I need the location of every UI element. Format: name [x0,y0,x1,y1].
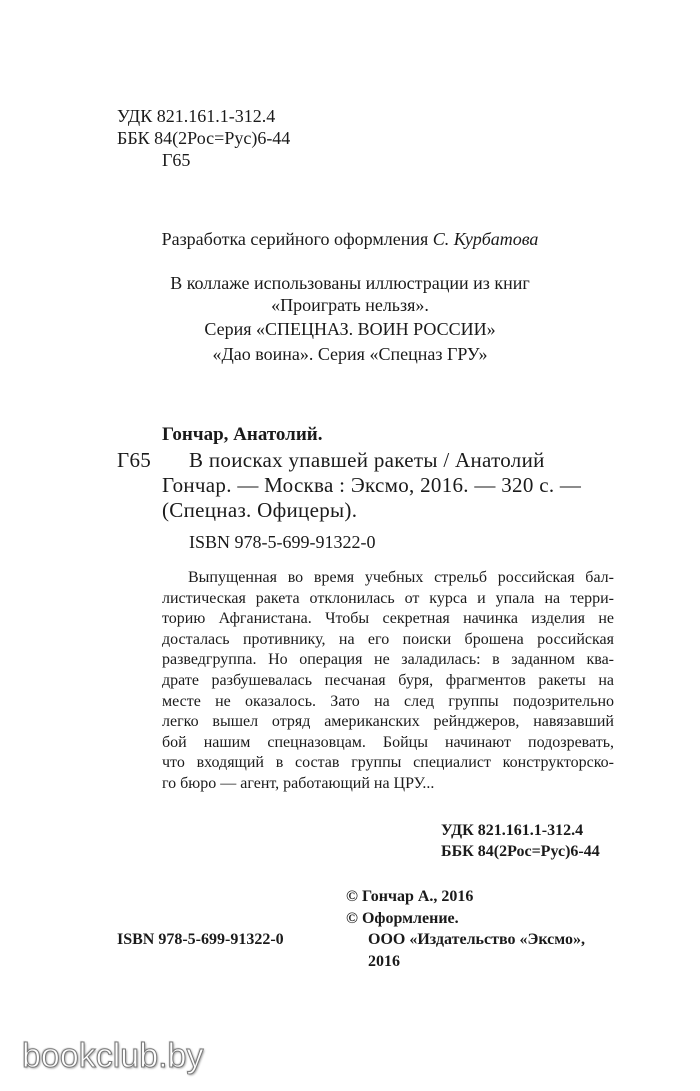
annotation [162,568,614,795]
bookclub-watermark: bookclub.by [22,1037,204,1075]
collage-note-line-4: «Дао воина». Серия «Спецназ ГРУ» [212,344,488,364]
design-credit-prefix: Разработка серийного оформления [161,229,429,249]
annotation-line: разведгруппа. Но операция не заладилась: в заданном ква- [162,651,614,669]
design-credit-name: С. Курбатова [432,229,539,249]
annotation-line: месте не оказалось. Зато на след группы подозрительно [162,692,614,710]
annotation-line: го бюро — агент, работающий на ЦРУ... [162,774,435,792]
annotation-line: легко вышел отряд американских рейнджеров, навязавший [162,713,614,731]
bibliography-isbn: ISBN 978-5-699-91322-0 [189,532,376,552]
udk-header: УДК 821.161.1-312.4 [117,106,276,126]
collage-note-line-2: «Проиграть нельзя». [271,295,429,315]
annotation-line: досталась противнику, на его поиски брошена российская [162,630,614,648]
bbk-classification: ББК 84(2Рос=Рус)6-44 [441,843,600,860]
copyright-design: © Оформление. [346,910,459,927]
copyright-author: © Гончар А., 2016 [346,888,474,905]
annotation-line: торию Афганистана. Чтобы секретная начинка изделия не [162,610,614,628]
annotation-line: бой нашим спецназовцам. Бойцы начинают подозревать, [162,733,614,751]
annotation-line: листическая ракета отклонилась от курса и упала на терри- [162,589,614,607]
author-code-header: Г65 [162,150,191,170]
annotation-line: драте разбушевалась песчаная буря, фрагментов ракеты на [162,671,614,689]
bibliography-line-3: (Спецназ. Офицеры). [162,498,358,522]
bbk-header: ББК 84(2Рос=Рус)6-44 [117,128,291,148]
copyright-year: 2016 [368,953,400,970]
bibliography-code: Г65 [117,448,152,472]
annotation-line: Выпущенная во время учебных стрельб российская бал- [188,569,614,586]
bibliography-line-1: В поисках упавшей ракеты / Анатолий [189,448,545,472]
copyright-publisher: ООО «Издательство «Эксмо», [368,931,585,948]
bibliography-line-2: Гончар. — Москва : Эксмо, 2016. — 320 с. — [162,473,582,497]
bibliography-author: Гончар, Анатолий. [162,424,323,445]
collage-note-line-1: В коллаже использованы иллюстрации из книг [170,273,530,293]
annotation-line: что входящий в состав группы специалист конструкторско- [162,754,614,772]
collage-note-line-3: Серия «СПЕЦНАЗ. ВОИН РОССИИ» [204,319,496,339]
isbn-bottom: ISBN 978-5-699-91322-0 [117,931,284,948]
design-credit [0,228,700,250]
udk-classification: УДК 821.161.1-312.4 [441,822,584,839]
